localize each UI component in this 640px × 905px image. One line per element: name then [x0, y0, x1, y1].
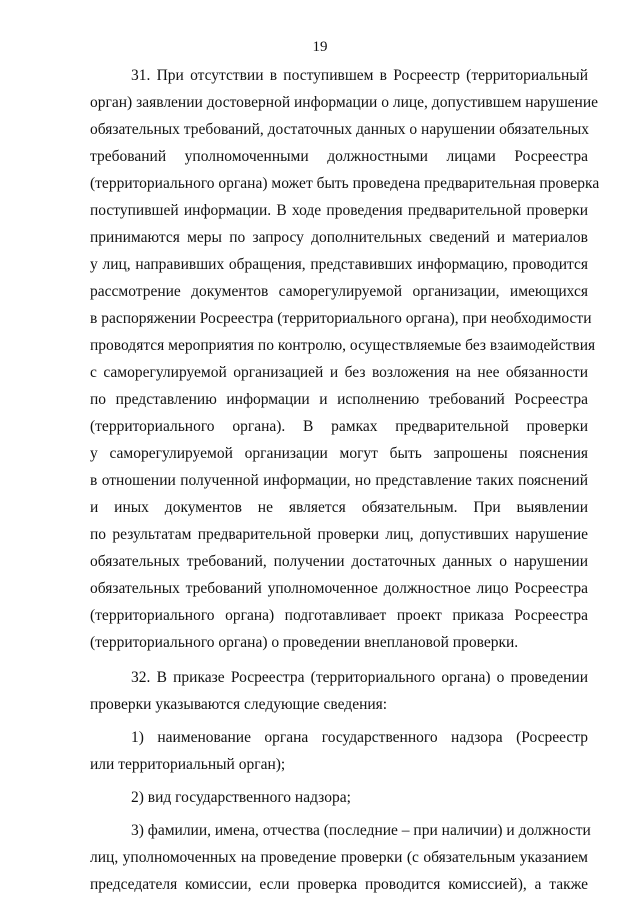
text-line: у лиц, направивших обращения, представивших информацию, проводится [90, 256, 588, 273]
text-line: лиц, уполномоченных на проведение проверки (с обязательным указанием [90, 849, 588, 866]
text-line: (территориального органа) подготавливает проект приказа Росреестра [90, 607, 588, 624]
text-line: обязательных требований, получении достаточных данных о нарушении [90, 553, 588, 570]
text-line: в отношении полученной информации, но представление таких пояснений [90, 472, 588, 489]
text-line: (территориального органа) о проведении внеплановой проверки. [90, 634, 519, 651]
text-line: председателя комиссии, если проверка проводится комиссией), а также [90, 876, 588, 893]
text-line: рассмотрение документов саморегулируемой организации, имеющихся [90, 283, 588, 300]
text-line: 31. При отсутствии в поступившем в Росреестр (территориальный [131, 67, 588, 84]
text-line: 32. В приказе Росреестра (территориального органа) о проведении [131, 669, 588, 686]
text-line: 3) фамилии, имена, отчества (последние – при наличии) и должности [131, 822, 591, 839]
page-number: 19 [312, 39, 328, 55]
text-line: обязательных требований уполномоченное должностное лицо Росреестра [90, 580, 588, 597]
text-line: или территориальный орган); [90, 756, 286, 773]
text-line: 1) наименование органа государственного надзора (Росреестр [131, 729, 588, 746]
paragraph-31 [90, 62, 600, 656]
text-line: обязательных требований, достаточных данных о нарушении обязательных [90, 121, 589, 138]
text-line: у саморегулируемой организации могут быть запрошены пояснения [90, 445, 588, 462]
text-line: принимаются меры по запросу дополнительных сведений и материалов [90, 229, 588, 246]
text-line: 2) вид государственного надзора; [131, 789, 351, 806]
text-line: требований уполномоченными должностными лицами Росреестра [90, 148, 588, 165]
text-line: (территориального органа). В рамках предварительной проверки [90, 418, 588, 435]
list-item-1 [90, 724, 588, 778]
text-line: орган) заявлении достоверной информации о лице, допустившем нарушение [90, 94, 599, 111]
text-line: с саморегулируемой организацией и без возложения на нее обязанности [90, 364, 588, 381]
text-line: (территориального органа) может быть проведена предварительная проверка [90, 175, 600, 192]
text-line: по результатам предварительной проверки лиц, допустивших нарушение [90, 526, 588, 543]
list-item-3 [90, 817, 591, 898]
list-item-2 [90, 784, 588, 811]
text-line: и иных документов не является обязательным. При выявлении [90, 499, 588, 516]
text-line: в распоряжении Росреестра (территориального органа), при необходимости [90, 310, 592, 327]
text-line: по представлению информации и исполнению требований Росреестра [90, 391, 588, 408]
text-line: проверки указываются следующие сведения: [90, 696, 388, 713]
text-line: поступившей информации. В ходе проведения предварительной проверки [90, 202, 588, 219]
text-line: проводятся мероприятия по контролю, осуществляемые без взаимодействия [90, 337, 596, 354]
paragraph-32 [90, 664, 588, 718]
document-body [90, 62, 600, 898]
paragraph-gap [90, 656, 588, 664]
